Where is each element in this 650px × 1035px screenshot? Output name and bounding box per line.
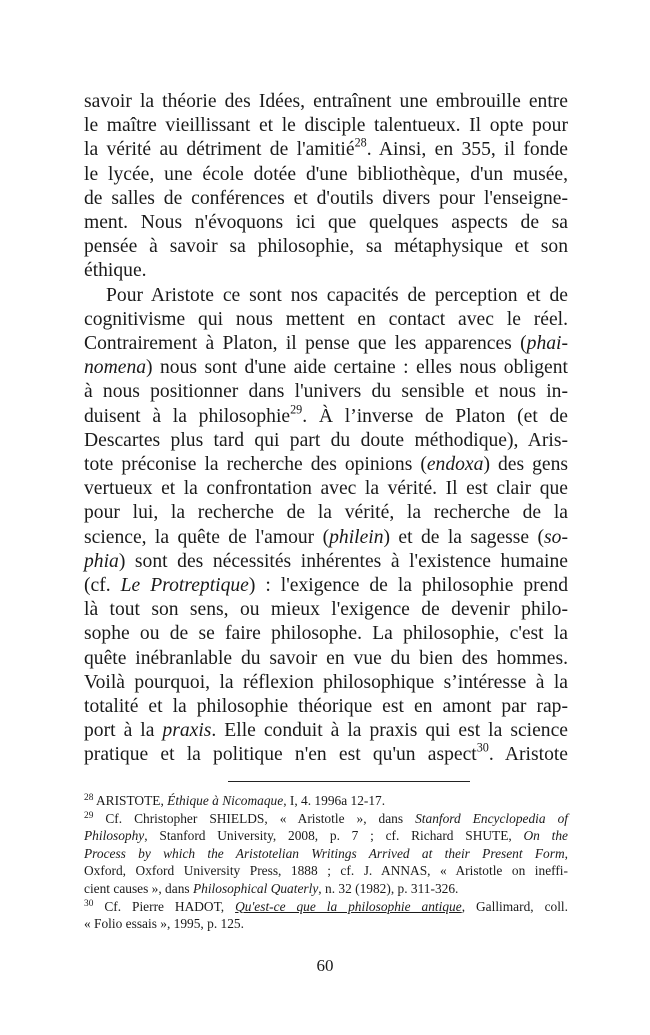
body-line: pour lui, la recherche de la vérité, la recherche de la [84, 502, 568, 524]
body-line: science, la quête de l'amour (philein) et de la sagesse (so- [84, 526, 568, 548]
footnote-ref[interactable]: 30 [476, 740, 489, 755]
body-line: Pour Aristote ce sont nos capacités de perception et de [106, 284, 568, 306]
body-line: de salles de conférences et d'outils divers pour l'enseigne- [84, 187, 568, 209]
body-line: totalité et la philosophie théorique est en amont par rap- [84, 696, 568, 718]
footnote-ref[interactable]: 29 [290, 402, 303, 417]
footnote-29-line: Philosophy, Stanford University, 2008, p. 7 ; cf. Richard SHUTE, On the [84, 828, 568, 844]
body-line: nomena) nous sont d'une aide certaine : elles nous obligent [84, 357, 568, 379]
footnote-30: $^{30}$ Cf. Pierre HADOT, Qu'est-ce que la philosophie antique, Gallimard, coll. [84, 898, 568, 914]
body-line: (cf. Le Protreptique) : l'exigence de la philosophie prend [84, 575, 568, 597]
body-line: le maître vieillissant et le disciple talentueux. Il opte pour [84, 115, 568, 137]
body-line: phia) sont des nécessités inhérentes à l'existence humaine [84, 550, 568, 572]
body-line: éthique. [84, 260, 147, 282]
body-line: cognitivisme qui nous mettent en contact avec le réel. [84, 308, 568, 330]
body-line: sophe ou de se faire philosophe. La philosophie, c'est la [84, 623, 568, 645]
footnote-30-line: « Folio essais », 1995, p. 125. [84, 916, 244, 932]
body-line: port à la praxis. Elle conduit à la praxis qui est la science [84, 720, 568, 742]
body-line: duisent à la philosophie$^{29}$. À l’inverse de Platon (et de [84, 402, 568, 427]
body-line: la vérité au détriment de l'amitié$^{28}$. Ainsi, en 355, il fonde [84, 135, 568, 161]
body-line: tote préconise la recherche des opinions (endoxa) des gens [84, 454, 568, 476]
body-line: Voilà pourquoi, la réflexion philosophique s’intéresse à la [84, 671, 568, 693]
footnote-ref[interactable]: 28 [354, 135, 367, 150]
body-line: savoir la théorie des Idées, entraînent une embrouille entre [84, 91, 568, 112]
body-line: ment. Nous n'évoquons ici que quelques aspects de sa [84, 212, 568, 234]
footnote-29-line: Process by which the Aristotelian Writings Arrived at their Present Form, [84, 845, 568, 861]
body-line: vertueux et la confrontation avec la vérité. Il est clair que [84, 478, 568, 500]
body-line: quête inébranlable du savoir en vue du bien des hommes. [84, 647, 568, 669]
body-line: à nous positionner dans l'univers du sensible et nous in- [84, 381, 568, 403]
body-line: Contrairement à Platon, il pense que les apparences (phai- [84, 333, 568, 355]
body-line: le lycée, une école dotée d'une bibliothèque, d'un musée, [84, 163, 568, 185]
body-line: pensée à savoir sa philosophie, sa métaphysique et son [84, 236, 568, 258]
footnote-29-line: cient causes », dans Philosophical Quaterly, n. 32 (1982), p. 311-326. [84, 880, 459, 896]
page-number: 60 [316, 956, 334, 975]
body-line: là tout son sens, ou mieux l'exigence de devenir philo- [84, 599, 568, 621]
footnotes [84, 792, 568, 933]
body-line: pratique et la politique n'en est qu'un aspect$^{30}$. Aristote [84, 740, 569, 766]
body-text [84, 90, 568, 768]
footnote-28: $^{28}$ ARISTOTE, Éthique à Nicomaque, I, 4. 1996a 12-17. [84, 792, 386, 808]
footnote-29: $^{29}$ Cf. Christopher SHIELDS, « Aristotle », dans Stanford Encyclopedia of [84, 810, 568, 826]
footnote-separator [228, 781, 470, 782]
body-line: Descartes plus tard qui part du doute méthodique), Aris- [84, 429, 568, 451]
footnote-29-line: Oxford, Oxford University Press, 1888 ; cf. J. ANNAS, « Aristotle on ineffi- [84, 863, 568, 879]
